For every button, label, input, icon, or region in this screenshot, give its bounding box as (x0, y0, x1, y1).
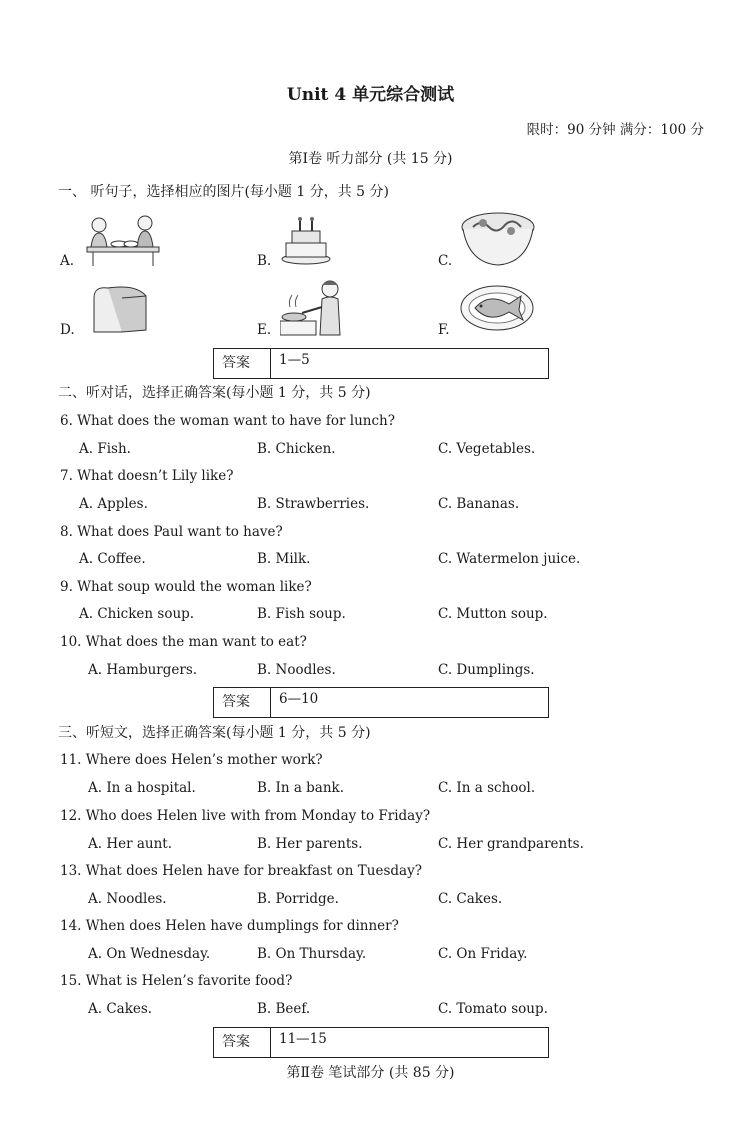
question-10: 10. What does the man want to eat? (60, 634, 307, 650)
picture-label-c: C. (438, 253, 453, 269)
question-6: 6. What does the woman want to have for lunch? (60, 413, 395, 429)
question-8: 8. What does Paul want to have? (60, 524, 283, 540)
question-15: 15. What is Helen’s favorite food? (60, 973, 293, 989)
question-12: 12. Who does Helen live with from Monday to Friday? (60, 808, 431, 824)
option-8a: A. Coffee. (79, 551, 146, 567)
option-7a: A. Apples. (79, 496, 148, 512)
option-6b: B. Chicken. (257, 441, 336, 457)
option-14c: C. On Friday. (438, 946, 528, 962)
birthday-cake-icon (280, 213, 332, 265)
option-15a: A. Cakes. (88, 1001, 153, 1017)
answer-range: 11—15 (279, 1031, 327, 1047)
woman-cooking-icon (280, 277, 352, 337)
option-13b: B. Porridge. (257, 891, 339, 907)
time-score-info: 限时：90 分钟 满分：100 分 (526, 122, 704, 138)
picture-label-d: D. (60, 322, 75, 338)
option-14b: B. On Thursday. (257, 946, 367, 962)
option-14a: A. On Wednesday. (88, 946, 211, 962)
picture-label-f: F. (438, 322, 450, 338)
option-11a: A. In a hospital. (88, 780, 196, 796)
option-6a: A. Fish. (79, 441, 131, 457)
option-11c: C. In a school. (438, 780, 536, 796)
picture-label-b: B. (257, 253, 272, 269)
picture-label-e: E. (257, 322, 272, 338)
option-7c: C. Bananas. (438, 496, 520, 512)
question-14: 14. When does Helen have dumplings for dinner? (60, 918, 399, 934)
option-9c: C. Mutton soup. (438, 606, 548, 622)
page-title: Unit 4 单元综合测试 (286, 85, 455, 105)
option-15c: C. Tomato soup. (438, 1001, 548, 1017)
option-10b: B. Noodles. (257, 662, 336, 678)
family-eating-icon (85, 211, 161, 267)
answer-range: 1—5 (279, 352, 310, 368)
option-8c: C. Watermelon juice. (438, 551, 581, 567)
option-7b: B. Strawberries. (257, 496, 370, 512)
section3-heading: 三、听短文，选择正确答案(每小题 1 分，共 5 分) (58, 725, 371, 741)
part2-title: 第Ⅱ卷 笔试部分 (共 85 分) (286, 1065, 455, 1081)
option-10c: C. Dumplings. (438, 662, 535, 678)
fish-plate-icon (459, 280, 535, 334)
option-13c: C. Cakes. (438, 891, 503, 907)
option-12b: B. Her parents. (257, 836, 363, 852)
option-9a: A. Chicken soup. (79, 606, 195, 622)
answer-label: 答案 (214, 1028, 271, 1057)
section1-heading: 一、 听句子，选择相应的图片(每小题 1 分，共 5 分) (58, 184, 389, 200)
answer-label: 答案 (214, 349, 271, 378)
answer-box-6-10 (213, 687, 549, 718)
option-8b: B. Milk. (257, 551, 311, 567)
option-12a: A. Her aunt. (88, 836, 172, 852)
option-6c: C. Vegetables. (438, 441, 536, 457)
part1-title: 第Ⅰ卷 听力部分 (共 15 分) (288, 151, 453, 167)
answer-box-1-5 (213, 348, 549, 379)
option-9b: B. Fish soup. (257, 606, 346, 622)
noodle-bowl-icon (459, 209, 537, 267)
bread-icon (84, 284, 150, 336)
question-13: 13. What does Helen have for breakfast on Tuesday? (60, 863, 422, 879)
answer-label: 答案 (214, 688, 271, 717)
option-11b: B. In a bank. (257, 780, 345, 796)
option-10a: A. Hamburgers. (88, 662, 198, 678)
option-15b: B. Beef. (257, 1001, 311, 1017)
section2-heading: 二、听对话，选择正确答案(每小题 1 分，共 5 分) (58, 385, 371, 401)
option-13a: A. Noodles. (88, 891, 167, 907)
question-9: 9. What soup would the woman like? (60, 579, 312, 595)
option-12c: C. Her grandparents. (438, 836, 584, 852)
question-11: 11. Where does Helen’s mother work? (60, 752, 323, 768)
answer-range: 6—10 (279, 691, 319, 707)
question-7: 7. What doesn’t Lily like? (60, 468, 234, 484)
answer-box-11-15 (213, 1027, 549, 1058)
picture-label-a: A. (60, 253, 75, 269)
